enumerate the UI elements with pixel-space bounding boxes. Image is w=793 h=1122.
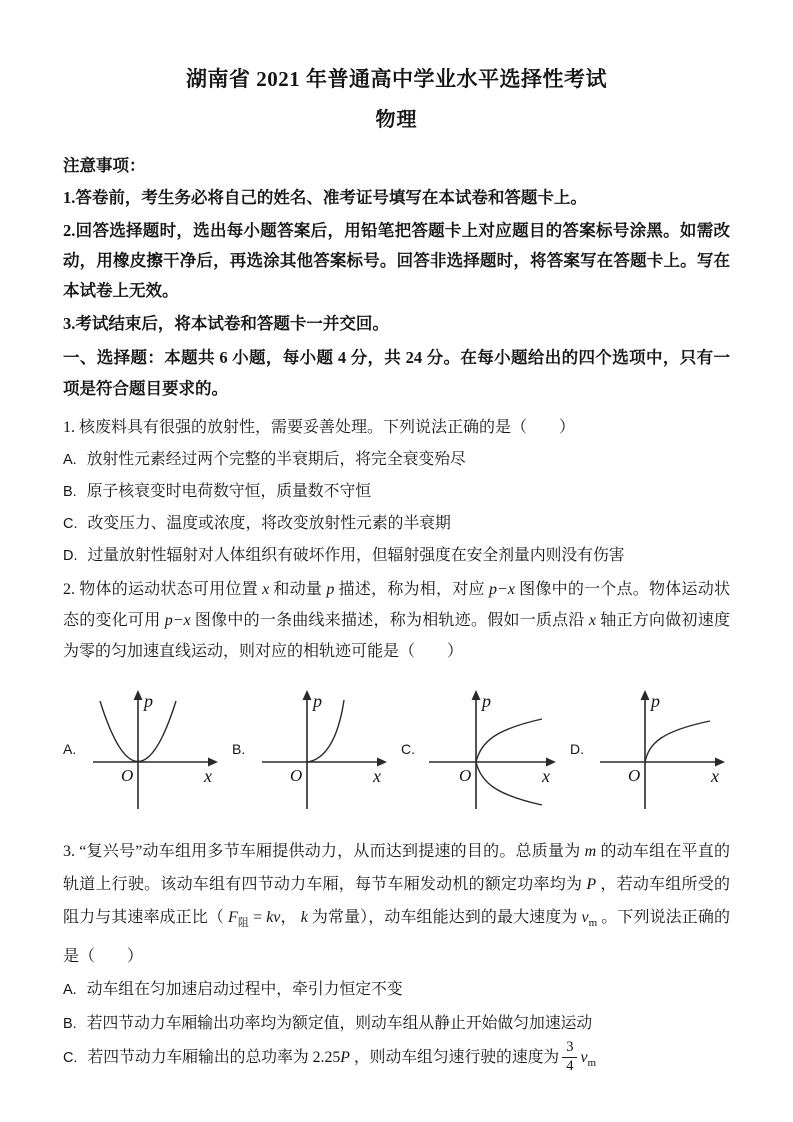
notice-heading: 注意事项： bbox=[63, 156, 146, 175]
option-label: A. bbox=[63, 452, 77, 468]
option-text: 改变压力、温度或浓度，将改变放射性元素的半衰期 bbox=[87, 515, 451, 532]
p-axis-label: p bbox=[313, 691, 322, 711]
option-label: C. bbox=[63, 516, 78, 532]
figure-option-d bbox=[570, 683, 730, 815]
x-axis-label: x bbox=[373, 766, 381, 786]
p-x-graph-b bbox=[252, 683, 392, 815]
option-text: 过量放射性辐射对人体组织有破坏作用，但辐射强度在安全剂量内则没有伤害 bbox=[87, 547, 625, 564]
question-1-option-b bbox=[63, 476, 730, 508]
notice-item-3: 3.考试结束后，将本试卷和答题卡一并交回。 bbox=[63, 314, 389, 333]
option-label: A. bbox=[63, 982, 77, 998]
question-3-option-c bbox=[63, 1041, 730, 1080]
curve-sideways-parabola-upper bbox=[476, 719, 542, 762]
notice-item-1: 1.答卷前，考生务必将自己的姓名、准考证号填写在本试卷和答题卡上。 bbox=[63, 188, 587, 207]
question-3-option-b bbox=[63, 1007, 730, 1041]
option-label: D. bbox=[63, 548, 78, 564]
page-subtitle: 物理 bbox=[375, 109, 418, 131]
origin-label: O bbox=[121, 766, 134, 785]
figure-label: B. bbox=[232, 741, 246, 757]
figure-label: C. bbox=[401, 741, 415, 757]
question-1-stem: 1. 核废料具有很强的放射性，需要妥善处理。下列说法正确的是（ ） bbox=[63, 419, 576, 436]
p-x-graph-d bbox=[590, 683, 730, 815]
origin-label: O bbox=[628, 766, 641, 785]
question-3-stem: 3. “复兴号”动车组用多节车厢提供动力，从而达到提速的目的。总质量为 m 的动车组在平直的轨道上行驶。该动车组有四节动力车厢，每节车厢发动机的额定功率均为 P ，若动车组所受的阻力与其速率成正比（ $F_阻$ = kv， k 为常量），动车组能达到的最大速度为 $v_m$ 。下列说法正确的是（ ） bbox=[63, 843, 730, 965]
x-axis-label: x bbox=[204, 766, 212, 786]
option-text: 若四节动力车厢输出的总功率为 2.25P ，则动车组匀速行驶的速度为 $\frac{3}{4}$ $v_m$ bbox=[87, 1039, 597, 1074]
curve-sqrt-upper-branch bbox=[645, 721, 710, 762]
question-1-option-a bbox=[63, 444, 730, 476]
option-text: 若四节动力车厢输出功率均为额定值，则动车组从静止开始做匀加速运动 bbox=[86, 1015, 593, 1032]
section-header: 一、选择题：本题共 6 小题，每小题 4 分，共 24 分。在每小题给出的四个选项中，只有一项是符合题目要求的。 bbox=[63, 348, 730, 398]
figure-label: D. bbox=[570, 741, 584, 757]
figure-option-c bbox=[401, 683, 561, 815]
curve-sideways-parabola-lower bbox=[476, 762, 542, 805]
option-text: 放射性元素经过两个完整的半衰期后，将完全衰变殆尽 bbox=[86, 451, 466, 468]
x-axis-label: x bbox=[542, 766, 550, 786]
option-text: 原子核衰变时电荷数守恒，质量数不守恒 bbox=[86, 483, 372, 500]
p-x-graph-c bbox=[421, 683, 561, 815]
question-2-figures bbox=[63, 683, 730, 815]
option-label: B. bbox=[63, 484, 77, 500]
x-axis-label: x bbox=[711, 766, 719, 786]
page-title: 湖南省 2021 年普通高中学业水平选择性考试 bbox=[186, 67, 607, 91]
p-axis-label: p bbox=[144, 691, 153, 711]
option-text: 动车组在匀加速启动过程中，牵引力恒定不变 bbox=[86, 981, 403, 998]
origin-label: O bbox=[459, 766, 472, 785]
origin-label: O bbox=[290, 766, 303, 785]
figure-option-a bbox=[63, 683, 223, 815]
option-label: B. bbox=[63, 1016, 77, 1032]
question-1-option-d bbox=[63, 540, 730, 572]
question-2-stem: 2. 物体的运动状态可用位置 x 和动量 p 描述，称为相，对应 p−x 图像中的一个点。物体运动状态的变化可用 p−x 图像中的一条曲线来描述，称为相轨迹。假如一质点沿 x 轴正方向做初速度为零的匀加速直线运动，则对应的相轨迹可能是（ ） bbox=[63, 581, 730, 660]
option-label: C. bbox=[63, 1050, 78, 1067]
question-3-option-a bbox=[63, 973, 730, 1007]
p-axis-label: p bbox=[651, 691, 660, 711]
question-1-option-c bbox=[63, 508, 730, 540]
p-axis-label: p bbox=[482, 691, 491, 711]
p-x-graph-a bbox=[83, 683, 223, 815]
figure-label: A. bbox=[63, 741, 77, 757]
notice-item-2: 2.回答选择题时，选出每小题答案后，用铅笔把答题卡上对应题目的答案标号涂黑。如需改动，用橡皮擦干净后，再选涂其他答案标号。回答非选择题时，将答案写在答题卡上。写在本试卷上无效。 bbox=[63, 221, 730, 300]
figure-option-b bbox=[232, 683, 392, 815]
